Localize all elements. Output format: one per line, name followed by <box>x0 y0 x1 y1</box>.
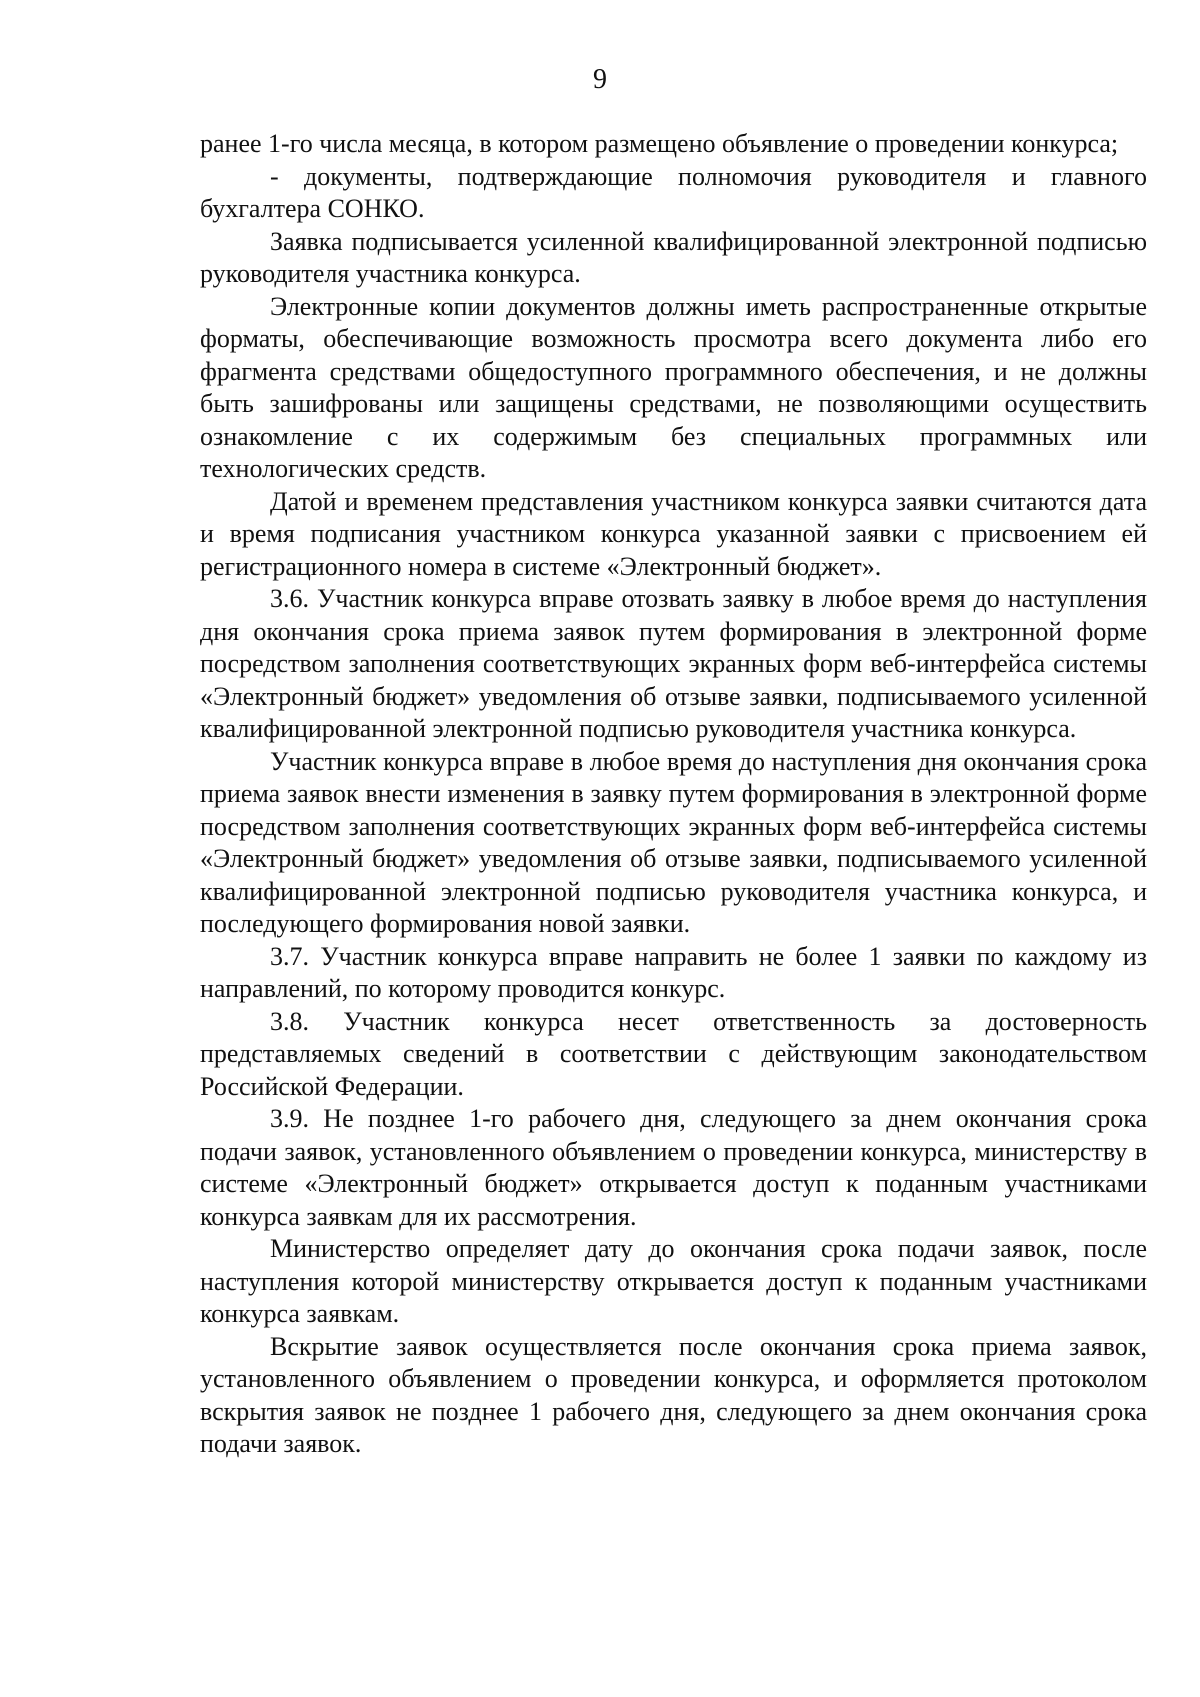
paragraph-section-3-6: 3.6. Участник конкурса вправе отозвать заявку в любое время до наступления дня окончания срока приема заявок путем формирования в электронной форме посредством заполнения соответствующих экранных форм веб-интерфейса системы «Электронный бюджет» уведомления об отзыве заявки, подписываемого усиленной квалифицированной электронной подписью руководителя участника конкурса. <box>200 584 1147 743</box>
page-number: 9 <box>593 64 607 95</box>
paragraph-submission-date: Датой и временем представления участником конкурса заявки считаются дата и время подписания участником конкурса указанной заявки с присвоением ей регистрационного номера в системе «Электронный бюджет». <box>200 486 1147 581</box>
document-body <box>200 128 1147 1461</box>
paragraph-section-3-8: 3.8. Участник конкурса несет ответственность за достоверность представляемых сведений в соответствии с действующим законодательством Российской Федерации. <box>200 1006 1147 1101</box>
paragraph-section-3-9: 3.9. Не позднее 1-го рабочего дня, следующего за днем окончания срока подачи заявок, установленного объявлением о проведении конкурса, министерству в системе «Электронный бюджет» открывается доступ к поданным участниками конкурса заявкам для их рассмотрения. <box>200 1104 1147 1231</box>
paragraph-signature: Заявка подписывается усиленной квалифицированной электронной подписью руководителя участника конкурса. <box>200 226 1147 288</box>
paragraph-electronic-copies: Электронные копии документов должны иметь распространенные открытые форматы, обеспечивающие возможность просмотра всего документа либо его фрагмента средствами общедоступного программного обеспечения, и не должны быть зашифрованы или защищены средствами, не позволяющими осуществить ознакомление с их содержимым без специальных программных или технологических средств. <box>200 291 1147 483</box>
paragraph-section-3-7: 3.7. Участник конкурса вправе направить не более 1 заявки по каждому из направлений, по которому проводится конкурс. <box>200 941 1147 1003</box>
paragraph-opening-applications: Вскрытие заявок осуществляется после окончания срока приема заявок, установленного объявлением о проведении конкурса, и оформляется протоколом вскрытия заявок не позднее 1 рабочего дня, следующего за днем окончания срока подачи заявок. <box>200 1331 1147 1458</box>
paragraph-continuation: ранее 1-го числа месяца, в котором размещено объявление о проведении конкурса; <box>200 129 1119 158</box>
paragraph-documents-list-item: - документы, подтверждающие полномочия руководителя и главного бухгалтера СОНКО. <box>200 161 1147 223</box>
paragraph-changes: Участник конкурса вправе в любое время до наступления дня окончания срока приема заявок внести изменения в заявку путем формирования в электронной форме посредством заполнения соответствующих экранных форм веб-интерфейса системы «Электронный бюджет» уведомления об отзыве заявки, подписываемого усиленной квалифицированной электронной подписью руководителя участника конкурса, и последующего формирования новой заявки. <box>200 746 1147 938</box>
paragraph-ministry-date: Министерство определяет дату до окончания срока подачи заявок, после наступления которой министерству открывается доступ к поданным участниками конкурса заявкам. <box>200 1234 1147 1328</box>
